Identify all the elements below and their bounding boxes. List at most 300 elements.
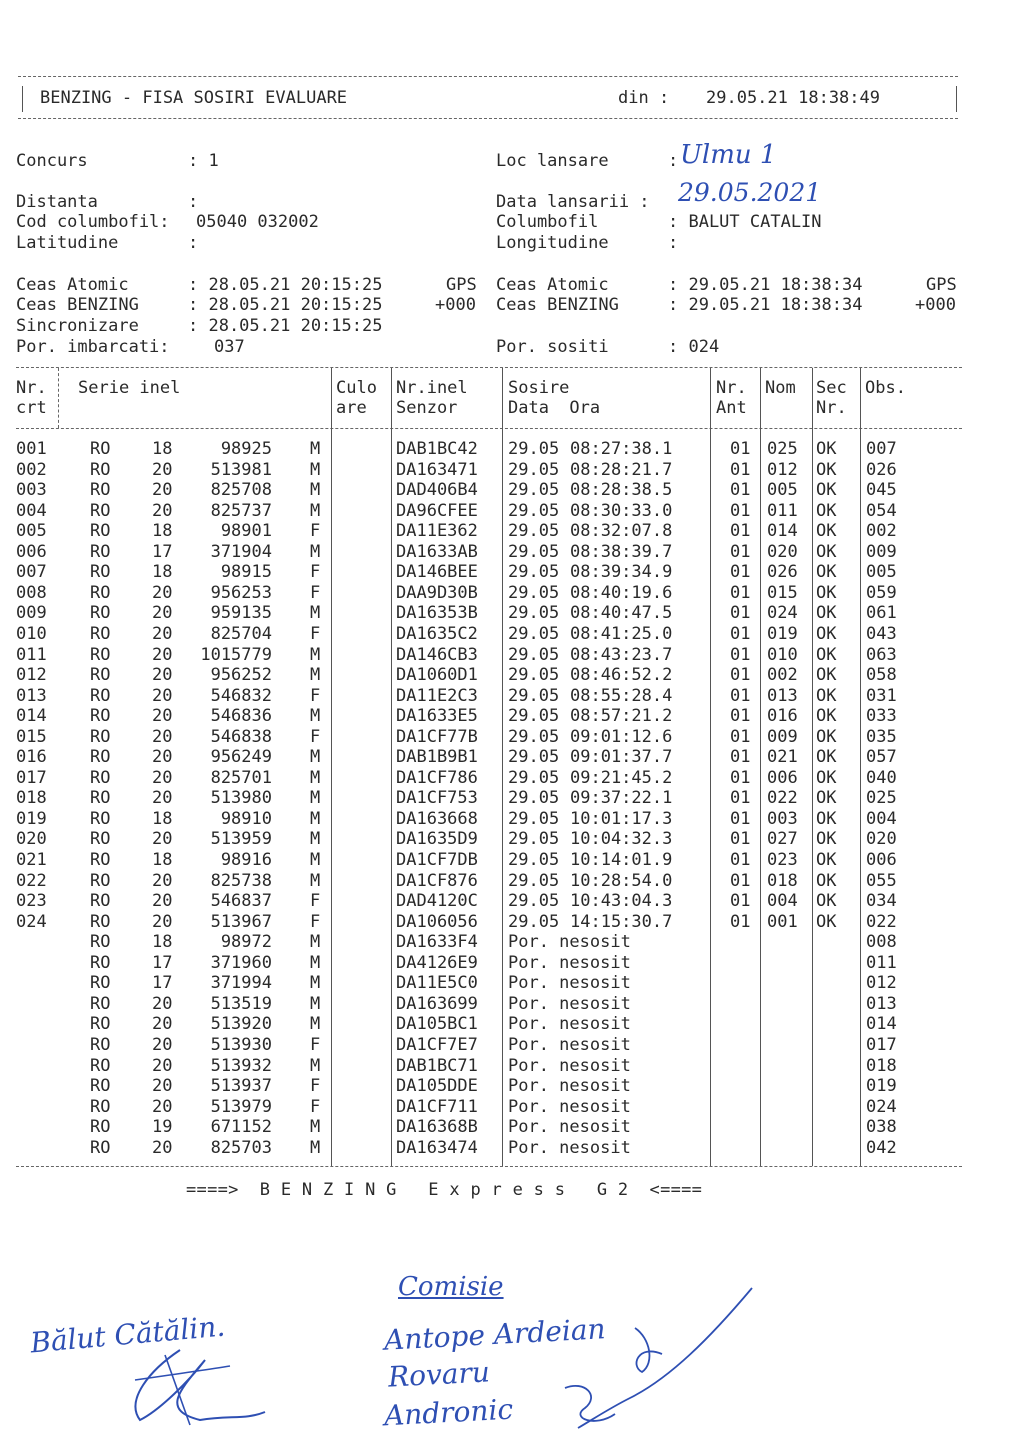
cell-nom: 010 <box>767 644 798 665</box>
latitudine-label: Latitudine <box>16 233 119 253</box>
report-date-value: 29.05.21 18:38:49 <box>706 88 880 108</box>
clock-left-value-0: : 28.05.21 20:15:25 <box>188 275 383 295</box>
header-senzor: Senzor <box>396 398 458 418</box>
longitudine-value: : <box>668 233 679 253</box>
cell-year: 20 <box>152 870 173 891</box>
cell-country: RO <box>90 685 111 706</box>
cell-time: 09:37:22.1 <box>570 788 673 809</box>
cell-time: 08:30:33.0 <box>570 500 673 521</box>
cell-date: 29.05 <box>508 891 560 912</box>
cell-date: 29.05 <box>508 788 560 809</box>
cell-senzor: DA163471 <box>396 459 478 480</box>
cell-ant: 01 <box>730 665 751 686</box>
cell-sex: F <box>310 623 321 644</box>
cell-country: RO <box>90 500 111 521</box>
cell-country: RO <box>90 665 111 686</box>
cell-year: 20 <box>152 603 173 624</box>
cell-senzor: DA1635C2 <box>396 623 478 644</box>
cell-date: Por. nesosit <box>508 1137 631 1158</box>
cell-ring-number: 98901 <box>220 521 272 542</box>
cell-crt: 018 <box>16 788 47 809</box>
cell-country: RO <box>90 1117 111 1138</box>
cell-country: RO <box>90 788 111 809</box>
cell-nom: 026 <box>767 562 798 583</box>
cell-date: 29.05 <box>508 480 560 501</box>
cell-date: 29.05 <box>508 685 560 706</box>
cell-obs: 006 <box>866 850 897 870</box>
cell-sec: OK <box>816 439 837 459</box>
cell-date: 29.05 <box>508 870 560 891</box>
cell-year: 17 <box>152 541 173 562</box>
clock-left-label-2: Sincronizare <box>16 316 139 336</box>
cell-obs: 013 <box>866 993 897 1014</box>
cell-senzor: DA16368B <box>396 1117 478 1138</box>
signature-left-name: Bălut Cătălin. <box>28 1309 227 1360</box>
cell-senzor: DAB1B9B1 <box>396 747 478 768</box>
cell-sex: M <box>310 1117 321 1138</box>
cell-time: 09:01:37.7 <box>570 747 673 768</box>
signature-left <box>30 1300 290 1440</box>
cell-ant: 01 <box>730 788 751 809</box>
cell-year: 20 <box>152 582 173 603</box>
table-col-divider <box>860 368 861 1166</box>
cell-ring-number: 956249 <box>210 747 272 768</box>
cell-sec: OK <box>816 500 837 521</box>
cell-nom: 021 <box>767 747 798 768</box>
cell-nom: 014 <box>767 521 798 542</box>
clock-left-label-3: Por. imbarcati: <box>16 337 170 357</box>
cell-time: 10:43:04.3 <box>570 891 673 912</box>
cell-year: 20 <box>152 665 173 686</box>
cell-ring-number: 513959 <box>210 829 272 850</box>
cell-country: RO <box>90 459 111 480</box>
cod-columbofil-label: Cod columbofil: <box>16 212 170 232</box>
cell-ant: 01 <box>730 644 751 665</box>
cell-date: 29.05 <box>508 911 560 932</box>
cell-sec: OK <box>816 623 837 644</box>
cell-senzor: DA1CF786 <box>396 767 478 788</box>
cell-sec: OK <box>816 829 837 850</box>
cell-sex: M <box>310 850 321 870</box>
cell-sex: M <box>310 439 321 459</box>
cell-sex: F <box>310 891 321 912</box>
cell-obs: 059 <box>866 582 897 603</box>
loc-lansare-value: Ulmu 1 <box>680 140 777 170</box>
cell-date: 29.05 <box>508 829 560 850</box>
cell-ring-number: 546832 <box>210 685 272 706</box>
comisie-title: Comisie <box>398 1272 504 1302</box>
cell-country: RO <box>90 562 111 583</box>
cell-senzor: DA1CF711 <box>396 1096 478 1117</box>
cell-sex: M <box>310 1014 321 1035</box>
cell-sex: F <box>310 685 321 706</box>
cell-date: Por. nesosit <box>508 932 631 953</box>
cell-date: Por. nesosit <box>508 1034 631 1055</box>
clock-left-value-1: : 28.05.21 20:15:25 <box>188 295 383 315</box>
cell-time: 08:27:38.1 <box>570 439 673 459</box>
cell-time: 08:28:38.5 <box>570 480 673 501</box>
cell-date: 29.05 <box>508 459 560 480</box>
cell-time: 08:38:39.7 <box>570 541 673 562</box>
cell-senzor: DA163668 <box>396 808 478 829</box>
cell-ant: 01 <box>730 870 751 891</box>
cell-senzor: DA1CF7E7 <box>396 1034 478 1055</box>
cell-ant: 01 <box>730 500 751 521</box>
cell-country: RO <box>90 1096 111 1117</box>
cell-ring-number: 98925 <box>220 439 272 459</box>
cell-ant: 01 <box>730 603 751 624</box>
cell-ring-number: 956253 <box>210 582 272 603</box>
cell-sex: M <box>310 500 321 521</box>
cell-obs: 031 <box>866 685 897 706</box>
header-nr: Nr. <box>16 378 47 398</box>
cell-obs: 018 <box>866 1055 897 1076</box>
cell-senzor: DA11E2C3 <box>396 685 478 706</box>
cell-sex: M <box>310 644 321 665</box>
cell-date: Por. nesosit <box>508 993 631 1014</box>
cell-country: RO <box>90 439 111 459</box>
cell-date: 29.05 <box>508 850 560 870</box>
cell-senzor: DA1CF753 <box>396 788 478 809</box>
cell-sec: OK <box>816 582 837 603</box>
cell-sex: M <box>310 747 321 768</box>
cell-ring-number: 98915 <box>220 562 272 583</box>
table-col-divider <box>760 368 761 1166</box>
cell-year: 20 <box>152 911 173 932</box>
cell-ring-number: 825703 <box>210 1137 272 1158</box>
header-are: are <box>336 398 367 418</box>
cell-crt: 009 <box>16 603 47 624</box>
cell-country: RO <box>90 582 111 603</box>
cell-ring-number: 546837 <box>210 891 272 912</box>
cell-senzor: DA106056 <box>396 911 478 932</box>
cell-ring-number: 371994 <box>210 973 272 994</box>
cell-ant: 01 <box>730 582 751 603</box>
cell-sec: OK <box>816 726 837 747</box>
cell-ant: 01 <box>730 521 751 542</box>
cell-senzor: DA16353B <box>396 603 478 624</box>
cell-senzor: DAB1BC71 <box>396 1055 478 1076</box>
cell-crt: 010 <box>16 623 47 644</box>
cell-senzor: DA163474 <box>396 1137 478 1158</box>
clock-left-suffix-1: +000 <box>435 295 476 315</box>
signature-left-scribble <box>30 1300 290 1440</box>
report-date-label: din : <box>618 88 670 108</box>
cell-obs: 026 <box>866 459 897 480</box>
cell-ring-number: 513967 <box>210 911 272 932</box>
cell-obs: 061 <box>866 603 897 624</box>
cell-year: 18 <box>152 562 173 583</box>
cell-sex: F <box>310 911 321 932</box>
cell-sex: M <box>310 993 321 1014</box>
clock-right-value-0: : 29.05.21 18:38:34 <box>668 275 863 295</box>
cell-country: RO <box>90 1137 111 1158</box>
cell-sex: F <box>310 1096 321 1117</box>
cell-ant: 01 <box>730 726 751 747</box>
header-serie-inel: Serie inel <box>78 378 181 398</box>
cell-crt: 021 <box>16 850 47 870</box>
cell-time: 08:32:07.8 <box>570 521 673 542</box>
cell-obs: 033 <box>866 706 897 727</box>
cell-senzor: DA1CF77B <box>396 726 478 747</box>
cell-date: Por. nesosit <box>508 1117 631 1138</box>
cell-senzor: DAD406B4 <box>396 480 478 501</box>
cell-obs: 045 <box>866 480 897 501</box>
cell-crt: 014 <box>16 706 47 727</box>
cell-time: 08:40:19.6 <box>570 582 673 603</box>
cell-crt: 006 <box>16 541 47 562</box>
cell-sec: OK <box>816 911 837 932</box>
cell-country: RO <box>90 911 111 932</box>
cell-year: 20 <box>152 1076 173 1097</box>
cell-nom: 019 <box>767 623 798 644</box>
cell-ring-number: 825701 <box>210 767 272 788</box>
clock-right-suffix-1: +000 <box>915 295 956 315</box>
cell-ring-number: 513930 <box>210 1034 272 1055</box>
cell-senzor: DA163699 <box>396 993 478 1014</box>
cell-date: 29.05 <box>508 808 560 829</box>
cell-senzor: DA105DDE <box>396 1076 478 1097</box>
cell-ring-number: 513937 <box>210 1076 272 1097</box>
cell-obs: 040 <box>866 767 897 788</box>
table-col-divider <box>58 368 59 428</box>
cell-country: RO <box>90 726 111 747</box>
cell-country: RO <box>90 1034 111 1055</box>
header-crt: crt <box>16 398 47 418</box>
cell-crt: 002 <box>16 459 47 480</box>
cell-crt: 004 <box>16 500 47 521</box>
cell-obs: 019 <box>866 1076 897 1097</box>
cell-year: 20 <box>152 480 173 501</box>
cell-crt: 001 <box>16 439 47 459</box>
cell-sex: M <box>310 603 321 624</box>
cell-crt: 012 <box>16 665 47 686</box>
cell-ring-number: 825738 <box>210 870 272 891</box>
cell-ring-number: 98972 <box>220 932 272 953</box>
cell-country: RO <box>90 808 111 829</box>
cell-crt: 017 <box>16 767 47 788</box>
cell-country: RO <box>90 973 111 994</box>
cell-crt: 016 <box>16 747 47 768</box>
clock-right-value-2: : 024 <box>668 337 720 357</box>
cell-crt: 008 <box>16 582 47 603</box>
cell-time: 10:14:01.9 <box>570 850 673 870</box>
cell-country: RO <box>90 480 111 501</box>
cell-date: 29.05 <box>508 767 560 788</box>
cell-time: 08:40:47.5 <box>570 603 673 624</box>
cell-sec: OK <box>816 891 837 912</box>
cell-nom: 003 <box>767 808 798 829</box>
cell-sec: OK <box>816 747 837 768</box>
cell-senzor: DA146CB3 <box>396 644 478 665</box>
cell-time: 08:39:34.9 <box>570 562 673 583</box>
cell-senzor: DA1060D1 <box>396 665 478 686</box>
cell-ant: 01 <box>730 891 751 912</box>
cell-country: RO <box>90 829 111 850</box>
header-bottom-rule <box>18 118 958 119</box>
cell-senzor: DA11E5C0 <box>396 973 478 994</box>
cell-obs: 025 <box>866 788 897 809</box>
cell-ring-number: 371960 <box>210 952 272 973</box>
cell-crt: 019 <box>16 808 47 829</box>
clock-left-value-2: : 28.05.21 20:15:25 <box>188 316 383 336</box>
cell-obs: 020 <box>866 829 897 850</box>
cell-nom: 025 <box>767 439 798 459</box>
cell-country: RO <box>90 932 111 953</box>
cell-nom: 015 <box>767 582 798 603</box>
clock-left-label-0: Ceas Atomic <box>16 275 129 295</box>
cell-senzor: DA11E362 <box>396 521 478 542</box>
cell-sex: M <box>310 767 321 788</box>
cell-sex: M <box>310 808 321 829</box>
cell-year: 20 <box>152 1014 173 1035</box>
cell-year: 20 <box>152 706 173 727</box>
table-col-divider <box>331 368 332 1166</box>
cell-obs: 005 <box>866 562 897 583</box>
cell-senzor: DAB1BC42 <box>396 439 478 459</box>
cell-year: 18 <box>152 808 173 829</box>
cell-year: 20 <box>152 1137 173 1158</box>
cell-sec: OK <box>816 706 837 727</box>
cell-senzor: DA105BC1 <box>396 1014 478 1035</box>
cell-year: 20 <box>152 500 173 521</box>
cell-year: 18 <box>152 932 173 953</box>
cell-date: Por. nesosit <box>508 1076 631 1097</box>
cell-senzor: DAD4120C <box>396 891 478 912</box>
cell-time: 09:21:45.2 <box>570 767 673 788</box>
concurs-label: Concurs <box>16 151 88 171</box>
cell-ant: 01 <box>730 767 751 788</box>
columbofil-value: : BALUT CATALIN <box>668 212 822 232</box>
table-top-rule <box>16 367 962 368</box>
cell-country: RO <box>90 541 111 562</box>
cell-ant: 01 <box>730 480 751 501</box>
cell-senzor: DA146BEE <box>396 562 478 583</box>
cell-obs: 058 <box>866 665 897 686</box>
cell-sec: OK <box>816 870 837 891</box>
cell-senzor: DA1CF876 <box>396 870 478 891</box>
cell-time: 08:28:21.7 <box>570 459 673 480</box>
cod-columbofil-value: 05040 032002 <box>196 212 319 232</box>
table-col-divider <box>391 368 392 1166</box>
cell-date: 29.05 <box>508 726 560 747</box>
cell-year: 20 <box>152 726 173 747</box>
cell-obs: 014 <box>866 1014 897 1035</box>
cell-country: RO <box>90 952 111 973</box>
cell-date: 29.05 <box>508 562 560 583</box>
cell-ant: 01 <box>730 623 751 644</box>
latitudine-value: : <box>188 233 199 253</box>
columbofil-label: Columbofil <box>496 212 599 232</box>
cell-date: 29.05 <box>508 500 560 521</box>
cell-year: 20 <box>152 1096 173 1117</box>
cell-sec: OK <box>816 644 837 665</box>
cell-ant: 01 <box>730 459 751 480</box>
clock-left-value-3: 037 <box>214 337 245 357</box>
header-obs: Obs. <box>865 378 906 398</box>
cell-sec: OK <box>816 808 837 829</box>
cell-year: 17 <box>152 973 173 994</box>
cell-time: 08:43:23.7 <box>570 644 673 665</box>
cell-date: 29.05 <box>508 521 560 542</box>
cell-sex: M <box>310 480 321 501</box>
table-header-rule <box>16 428 962 429</box>
cell-country: RO <box>90 706 111 727</box>
cell-year: 20 <box>152 1055 173 1076</box>
cell-date: 29.05 <box>508 603 560 624</box>
cell-sec: OK <box>816 541 837 562</box>
cell-year: 20 <box>152 788 173 809</box>
cell-nom: 024 <box>767 603 798 624</box>
data-lansarii-label: Data lansarii : <box>496 192 650 212</box>
cell-country: RO <box>90 1014 111 1035</box>
cell-obs: 007 <box>866 439 897 459</box>
cell-nom: 016 <box>767 706 798 727</box>
comisie-member-1: Rovaru <box>387 1355 491 1394</box>
cell-sex: M <box>310 706 321 727</box>
cell-sex: M <box>310 665 321 686</box>
cell-ring-number: 546836 <box>210 706 272 727</box>
cell-country: RO <box>90 891 111 912</box>
clock-right-value-1: : 29.05.21 18:38:34 <box>668 295 863 315</box>
cell-obs: 054 <box>866 500 897 521</box>
cell-sec: OK <box>816 480 837 501</box>
cell-country: RO <box>90 993 111 1014</box>
cell-nom: 012 <box>767 459 798 480</box>
cell-obs: 011 <box>866 952 897 973</box>
cell-obs: 043 <box>866 623 897 644</box>
cell-obs: 038 <box>866 1117 897 1138</box>
cell-ring-number: 825737 <box>210 500 272 521</box>
cell-obs: 034 <box>866 891 897 912</box>
cell-year: 18 <box>152 521 173 542</box>
cell-sex: M <box>310 1137 321 1158</box>
cell-senzor: DA96CFEE <box>396 500 478 521</box>
cell-senzor: DA1635D9 <box>396 829 478 850</box>
cell-date: 29.05 <box>508 623 560 644</box>
table-bottom-rule <box>16 1166 962 1167</box>
cell-ring-number: 371904 <box>210 541 272 562</box>
cell-ant: 01 <box>730 685 751 706</box>
header-nom: Nom <box>765 378 796 398</box>
clock-right-label-1: Ceas BENZING <box>496 295 619 315</box>
cell-crt: 020 <box>16 829 47 850</box>
cell-year: 20 <box>152 747 173 768</box>
header-data-ora: Data Ora <box>508 398 601 418</box>
cell-date: 29.05 <box>508 747 560 768</box>
clock-right-label-2: Por. sositi <box>496 337 609 357</box>
cell-obs: 057 <box>866 747 897 768</box>
report-title: BENZING - FISA SOSIRI EVALUARE <box>40 88 348 108</box>
cell-date: 29.05 <box>508 665 560 686</box>
cell-sec: OK <box>816 521 837 542</box>
cell-crt: 013 <box>16 685 47 706</box>
cell-ring-number: 825704 <box>210 623 272 644</box>
cell-obs: 017 <box>866 1034 897 1055</box>
clock-left-label-1: Ceas BENZING <box>16 295 139 315</box>
cell-ring-number: 513932 <box>210 1055 272 1076</box>
cell-time: 08:55:28.4 <box>570 685 673 706</box>
cell-date: Por. nesosit <box>508 1055 631 1076</box>
cell-country: RO <box>90 870 111 891</box>
clock-right-suffix-0: GPS <box>926 275 957 295</box>
cell-nom: 027 <box>767 829 798 850</box>
clock-left-suffix-0: GPS <box>446 275 477 295</box>
cell-time: 10:01:17.3 <box>570 808 673 829</box>
footer-brand: ====> B E N Z I N G E x p r e s s G 2 <==== <box>186 1180 703 1200</box>
cell-obs: 009 <box>866 541 897 562</box>
cell-country: RO <box>90 1055 111 1076</box>
